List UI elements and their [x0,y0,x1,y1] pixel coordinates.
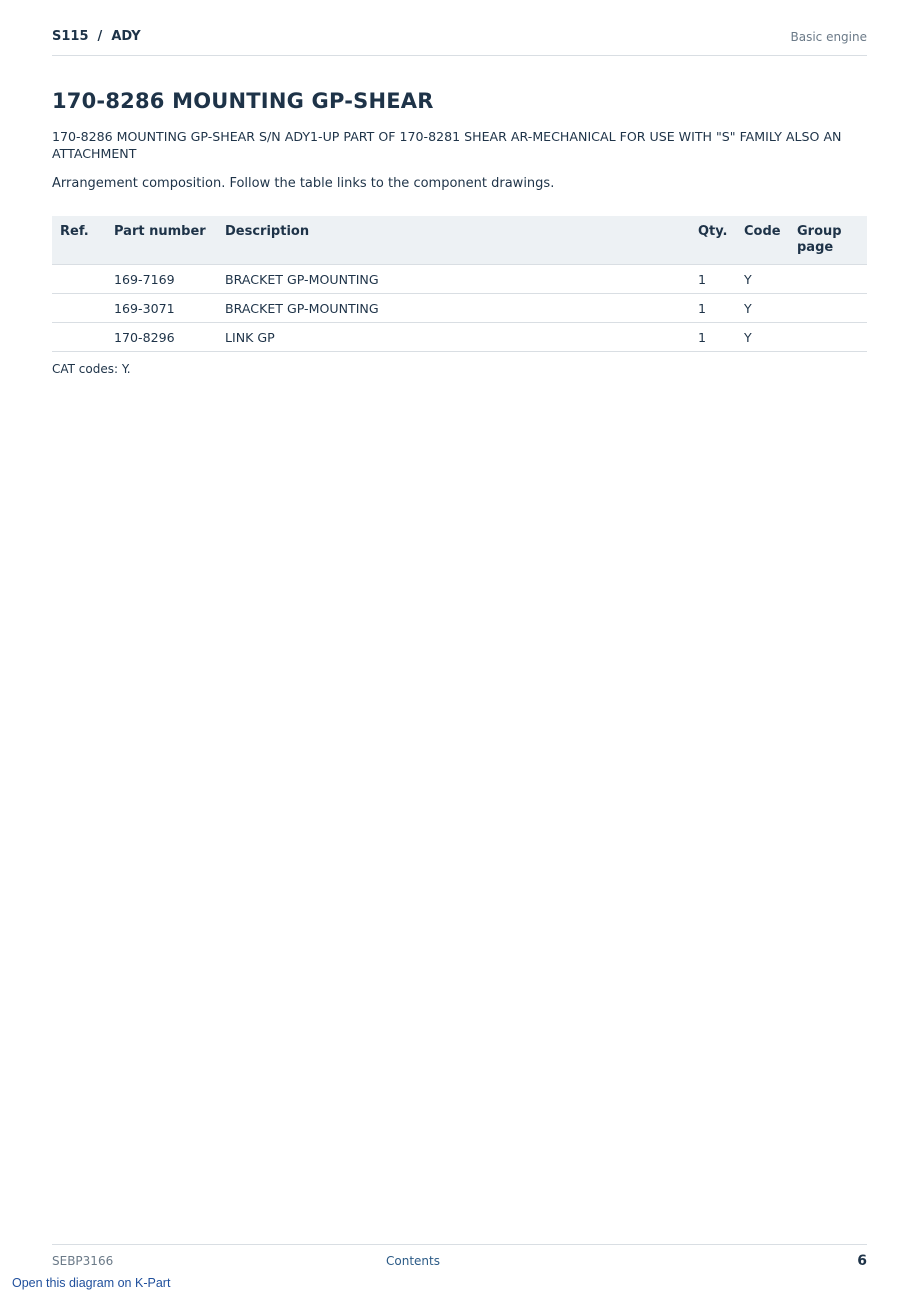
page-title: 170-8286 MOUNTING GP-SHEAR [52,89,434,113]
cell-qty: 1 [690,265,736,294]
cell-part-number[interactable]: 170-8296 [106,323,217,352]
cell-group-page [789,323,867,352]
table-row[interactable] [52,265,867,294]
header-part-number: Part number [106,216,217,265]
cell-description: BRACKET GP-MOUNTING [217,294,690,323]
header-code: Code [736,216,789,265]
cell-qty: 1 [690,294,736,323]
page-number: 6 [857,1253,867,1269]
cell-ref [52,323,106,352]
cell-ref [52,294,106,323]
header-description: Description [217,216,690,265]
document-page [52,0,867,1300]
open-kpart-link[interactable]: Open this diagram on K-Part [12,1276,171,1290]
parts-table [52,216,867,352]
cell-description: LINK GP [217,323,690,352]
cell-part-number[interactable]: 169-7169 [106,265,217,294]
cell-ref [52,265,106,294]
cell-code: Y [736,294,789,323]
cat-codes-note: CAT codes: Y. [52,362,131,376]
cell-code: Y [736,323,789,352]
section-name: Basic engine [790,30,867,44]
cell-code: Y [736,265,789,294]
cell-group-page [789,265,867,294]
breadcrumb: S115 / ADY [52,29,141,44]
cell-group-page [789,294,867,323]
page-header [52,28,867,56]
header-group-page: Group page [789,216,867,265]
cell-description: BRACKET GP-MOUNTING [217,265,690,294]
contents-link[interactable]: Contents [386,1254,440,1268]
table-row[interactable] [52,294,867,323]
table-row[interactable] [52,323,867,352]
header-ref: Ref. [52,216,106,265]
page-subtitle: 170-8286 MOUNTING GP-SHEAR S/N ADY1-UP PART OF 170-8281 SHEAR AR-MECHANICAL FOR USE WITH "S" FAMILY ALSO AN ATTACHMENT [52,129,842,161]
header-qty: Qty. [690,216,736,265]
table-header-row [52,216,867,265]
document-code: SEBP3166 [52,1254,114,1268]
intro-text: Arrangement composition. Follow the table links to the component drawings. [52,176,555,191]
cell-part-number[interactable]: 169-3071 [106,294,217,323]
cell-qty: 1 [690,323,736,352]
page-footer [52,1244,867,1275]
